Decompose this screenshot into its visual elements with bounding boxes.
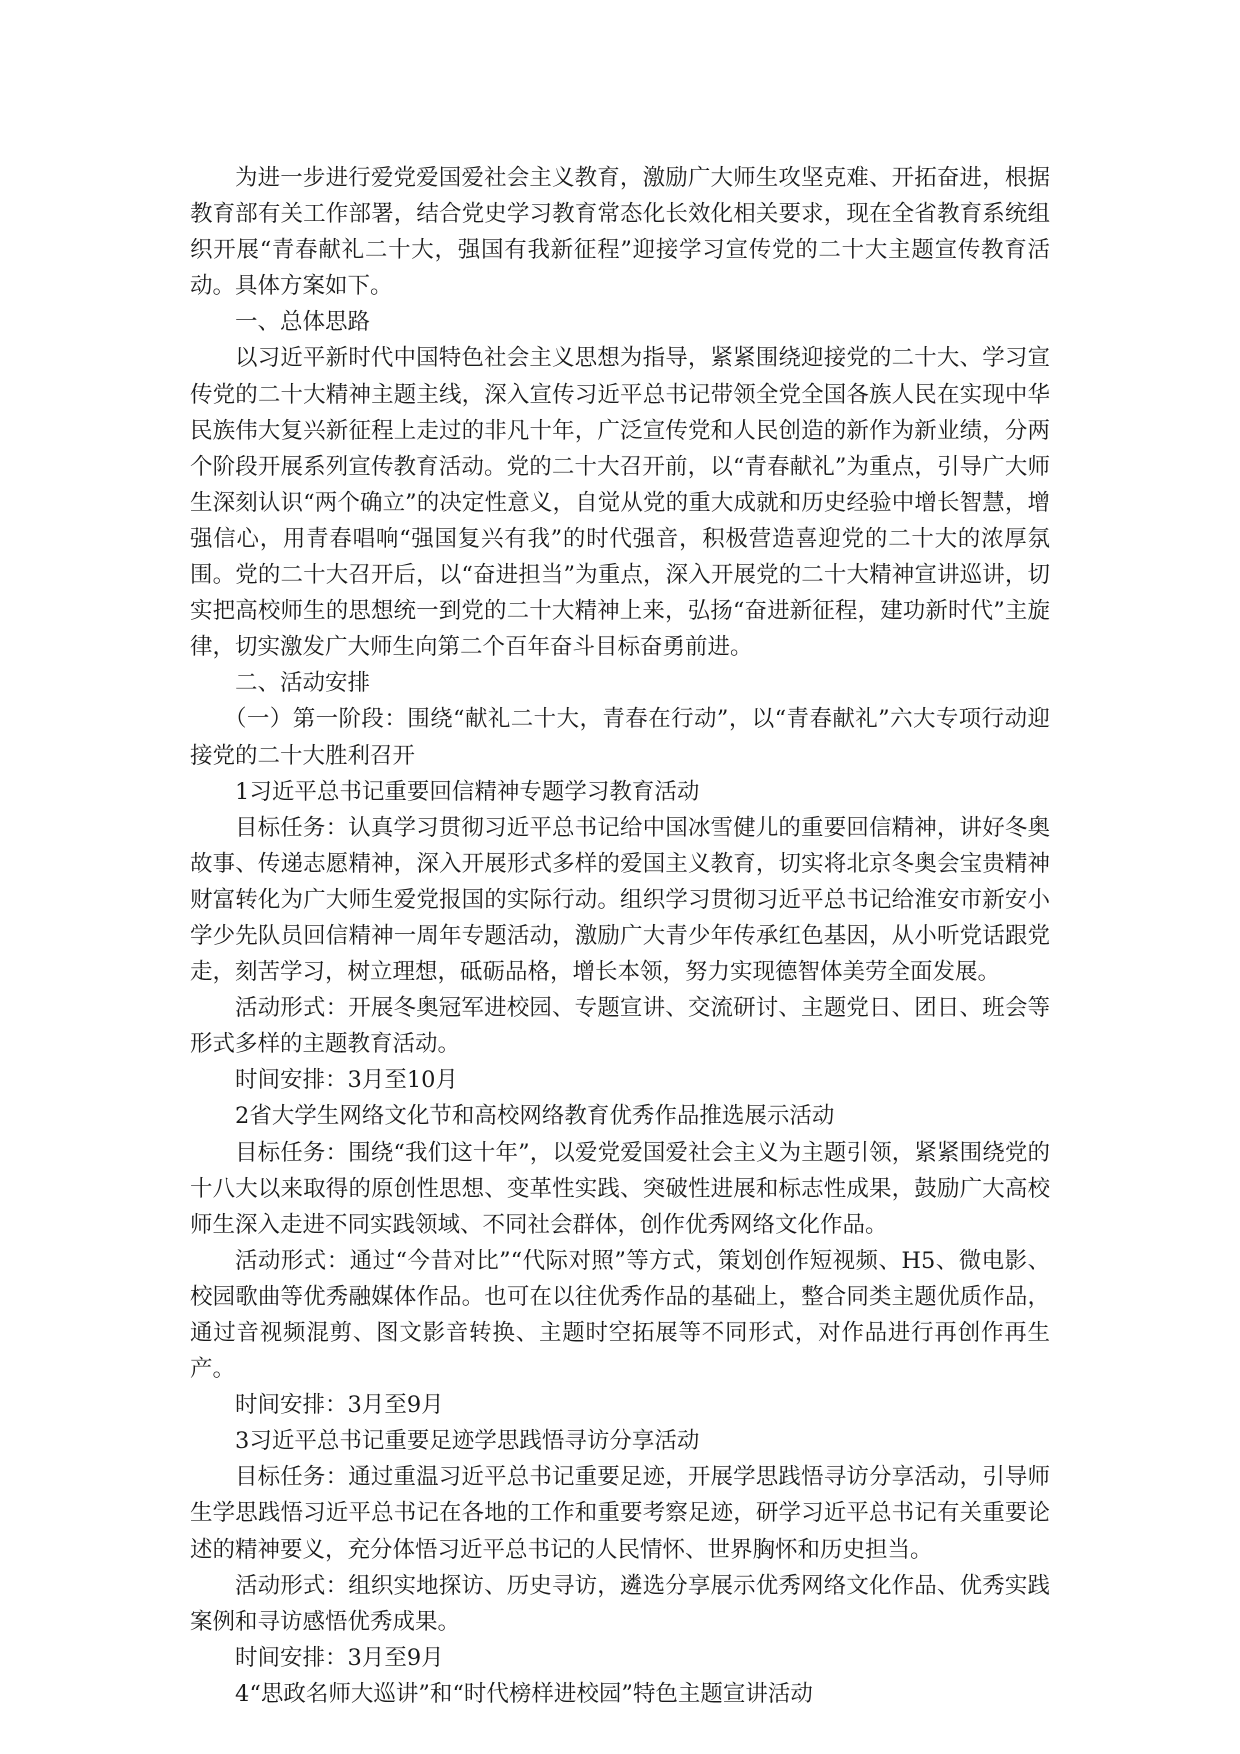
schedule-line: 时间安排：3月至10月 <box>235 1067 458 1094</box>
body-paragraph: 目标任务：围绕“我们这十年”，以爱党爱国爱社会主义为主题引领，紧紧围绕党的十八大以来取得的原创性思想、变革性实践、突破性进展和标志性成果，鼓励广大高校师生深入走进不同实践领域、不同社会群体，创作优秀网络文化作品。 <box>190 1139 1050 1238</box>
item-heading: 4“思政名师大巡讲”和“时代榜样进校园”特色主题宣讲活动 <box>235 1680 813 1707</box>
section-heading: 二、活动安排 <box>235 670 371 697</box>
section-heading: 一、总体思路 <box>235 309 371 336</box>
item-heading: 1习近平总书记重要回信精神专题学习教育活动 <box>235 778 700 805</box>
item-heading: 2省大学生网络文化节和高校网络教育优秀作品推选展示活动 <box>235 1103 835 1130</box>
body-paragraph: 活动形式：组织实地探访、历史寻访，遴选分享展示优秀网络文化作品、优秀实践案例和寻访感悟优秀成果。 <box>190 1572 1050 1635</box>
subsection-heading: （一）第一阶段：围绕“献礼二十大，青春在行动”，以“青春献礼”六大专项行动迎接党的二十大胜利召开 <box>190 706 1050 769</box>
intro-paragraph: 为进一步进行爱党爱国爱社会主义教育，激励广大师生攻坚克难、开拓奋进，根据教育部有关工作部署，结合党史学习教育常态化长效化相关要求，现在全省教育系统组织开展“青春献礼二十大，强国有我新征程”迎接学习宣传党的二十大主题宣传教育活动。具体方案如下。 <box>190 165 1050 300</box>
schedule-line: 时间安排：3月至9月 <box>235 1392 444 1419</box>
body-paragraph: 活动形式：开展冬奥冠军进校园、专题宣讲、交流研讨、主题党日、团日、班会等形式多样的主题教育活动。 <box>190 995 1050 1058</box>
body-paragraph: 目标任务：通过重温习近平总书记重要足迹，开展学思践悟寻访分享活动，引导师生学思践悟习近平总书记在各地的工作和重要考察足迹，研学习近平总书记有关重要论述的精神要义，充分体悟习近平总书记的人民情怀、世界胸怀和历史担当。 <box>190 1464 1050 1563</box>
document-body <box>190 160 1050 1712</box>
schedule-line: 时间安排：3月至9月 <box>235 1644 444 1671</box>
body-paragraph: 活动形式：通过“今昔对比”“代际对照”等方式，策划创作短视频、H5、微电影、校园歌曲等优秀融媒体作品。也可在以往优秀作品的基础上，整合同类主题优质作品，通过音视频混剪、图文影音转换、主题时空拓展等不同形式，对作品进行再创作再生产。 <box>190 1247 1050 1383</box>
body-paragraph: 目标任务：认真学习贯彻习近平总书记给中国冰雪健儿的重要回信精神，讲好冬奥故事、传递志愿精神，深入开展形式多样的爱国主义教育，切实将北京冬奥会宝贵精神财富转化为广大师生爱党报国的实际行动。组织学习贯彻习近平总书记给淮安市新安小学少先队员回信精神一周年专题活动，激励广大青少年传承红色基因，从小听党话跟党走，刻苦学习，树立理想，砥砺品格，增长本领，努力实现德智体美劳全面发展。 <box>190 814 1050 986</box>
item-heading: 3习近平总书记重要足迹学思践悟寻访分享活动 <box>235 1428 700 1455</box>
body-paragraph: 以习近平新时代中国特色社会主义思想为指导，紧紧围绕迎接党的二十大、学习宣传党的二十大精神主题主线，深入宣传习近平总书记带领全党全国各族人民在实现中华民族伟大复兴新征程上走过的非凡十年，广泛宣传党和人民创造的新作为新业绩，分两个阶段开展系列宣传教育活动。党的二十大召开前，以“青春献礼”为重点，引导广大师生深刻认识“两个确立”的决定性意义，自觉从党的重大成就和历史经验中增长智慧，增强信心，用青春唱响“强国复兴有我”的时代强音，积极营造喜迎党的二十大的浓厚氛围。党的二十大召开后，以“奋进担当”为重点，深入开展党的二十大精神宣讲巡讲，切实把高校师生的思想统一到党的二十大精神上来，弘扬“奋进新征程，建功新时代”主旋律，切实激发广大师生向第二个百年奋斗目标奋勇前进。 <box>190 345 1050 661</box>
